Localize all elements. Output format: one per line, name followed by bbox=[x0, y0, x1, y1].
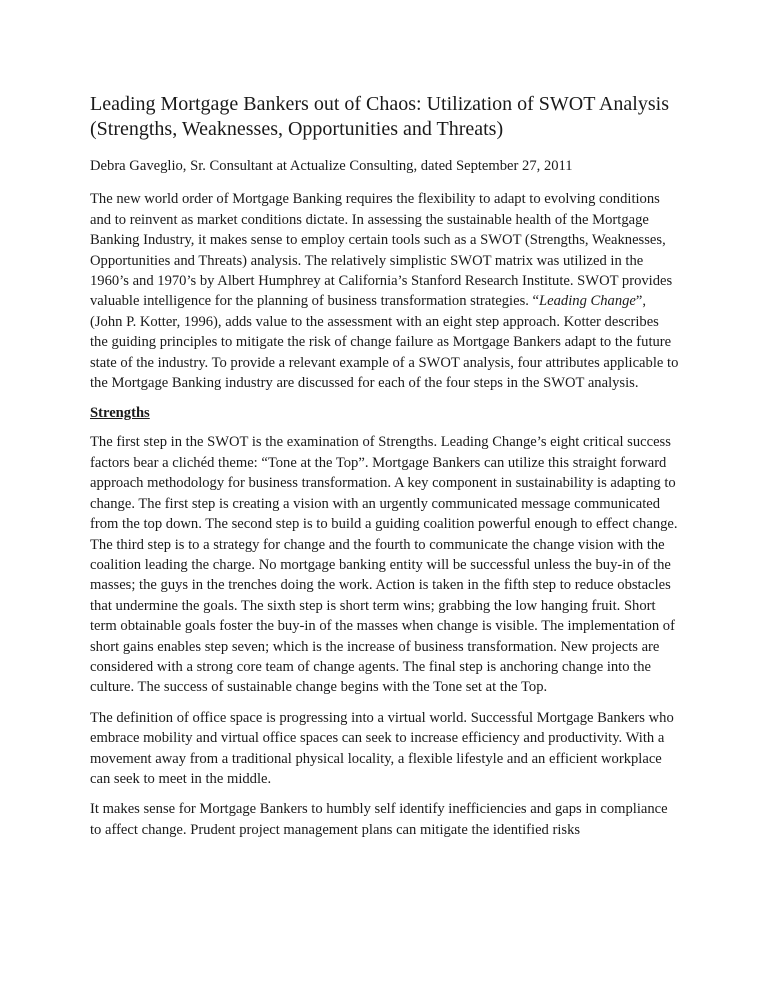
strengths-paragraph: The first step in the SWOT is the examination of Strengths. Leading Change’s eight critical success factors bear a clichéd theme: “Tone at the Top”. Mortgage Bankers can utilize this straight forward approach methodology for business transformation. A key component in sustainability is adapting to change. The first step is creating a vision with an urgently communicated message communicated from the top down. The second step is to build a guiding coalition powerful enough to effect change. The third step is to a strategy for change and the fourth to communicate the change vision with the coalition leading the charge. No mortgage banking entity will be successful unless the buy-in of the masses; the guys in the trenches doing the work. Action is taken in the fifth step to reduce obstacles that undermine the goals. The sixth step is short term wins; grabbing the low hanging fruit. Short term obtainable goals foster the buy-in of the masses when change is visible. The implementation of short gains enables step seven; which is the increase of business transformation. New projects are considered with a strong core team of change agents. The final step is anchoring change into the culture. The success of sustainable change begins with the Tone set at the Top. bbox=[90, 434, 678, 696]
compliance-paragraph: It makes sense for Mortgage Bankers to humbly self identify inefficiencies and gaps in compliance to affect change. Prudent project management plans can mitigate the identified risks bbox=[90, 801, 668, 838]
book-title: Leading Change bbox=[539, 293, 636, 310]
document-title: Leading Mortgage Bankers out of Chaos: Utilization of SWOT Analysis (Strengths, Weaknesses, Opportunities and Threats) bbox=[90, 93, 669, 140]
section-heading-strengths: Strengths bbox=[90, 405, 150, 422]
intro-paragraph bbox=[90, 189, 680, 393]
document-body bbox=[90, 92, 680, 850]
author-byline: Debra Gaveglio, Sr. Consultant at Actualize Consulting, dated September 27, 2011 bbox=[90, 158, 573, 174]
intro-text-part-2: ”, (John P. Kotter, 1996), adds value to the assessment with an eight step approach. Kotter describes the guiding principles to mitigate the risk of change failure as Mortgage Bankers adapt to the future state of the industry. To provide a relevant example of a SWOT analysis, four attributes applicable to the Mortgage Banking industry are discussed for each of the four steps in the SWOT analysis. bbox=[90, 293, 679, 392]
office-space-paragraph: The definition of office space is progressing into a virtual world. Successful Mortgage Bankers who embrace mobility and virtual office spaces can seek to increase efficiency and productivity. With a movement away from a traditional physical locality, a flexible lifestyle and an efficient workplace can seek to meet in the middle. bbox=[90, 709, 674, 787]
intro-text-part-1: The new world order of Mortgage Banking requires the flexibility to adapt to evolving conditions and to reinvent as market conditions dictate. In assessing the sustainable health of the Mortgage Banking Industry, it makes sense to employ certain tools such as a SWOT (Strengths, Weaknesses, Opportunities and Threats) analysis. The relatively simplistic SWOT matrix was utilized in the 1960’s and 1970’s by Albert Humphrey at California’s Stanford Research Institute. SWOT provides valuable intelligence for the planning of business transformation strategies. “ bbox=[90, 191, 673, 310]
